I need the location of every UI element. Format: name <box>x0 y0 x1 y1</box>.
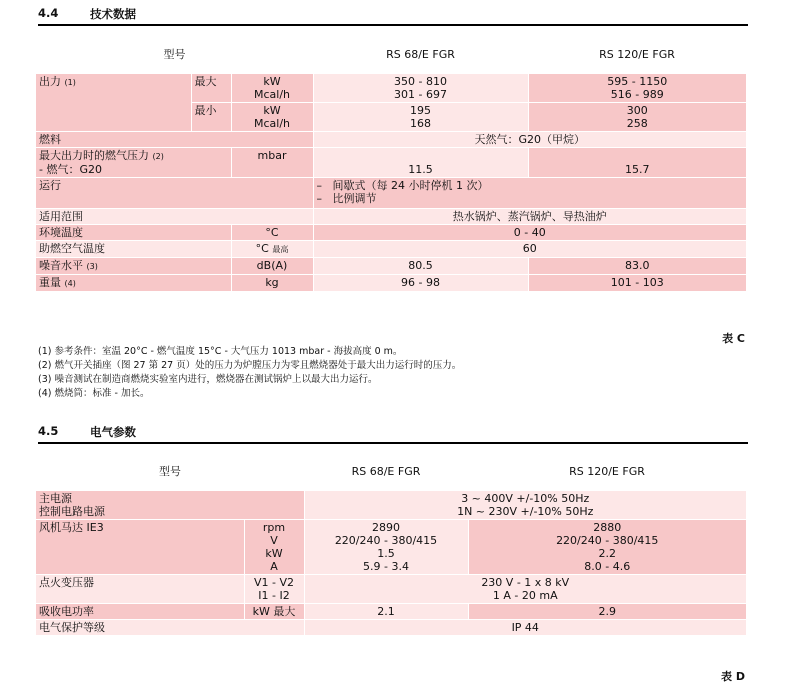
value: 300 <box>626 104 648 117</box>
model-2-header: RS 120/E FGR <box>468 464 746 491</box>
noise-model-2: 83.0 <box>528 258 746 275</box>
absorbed-model-1: 2.1 <box>304 604 468 620</box>
output-min-units <box>231 103 313 132</box>
table-header-row <box>36 47 746 74</box>
protection-label: 电气保护等级 <box>36 620 304 636</box>
output-label-cell <box>36 74 191 132</box>
air-temp-label: 助燃空气温度 <box>36 241 231 258</box>
output-min-label: 最小 <box>191 103 231 132</box>
air-temp-unit-cell <box>231 241 313 258</box>
transformer-units <box>244 575 304 604</box>
pressure-label-cell <box>36 148 231 178</box>
value: 516 - 989 <box>610 88 664 101</box>
noise-label-cell <box>36 258 231 275</box>
value: 2.2 <box>598 547 616 560</box>
model-label: 型号 <box>36 47 313 74</box>
pressure-unit: mbar <box>231 148 313 178</box>
model-2-header: RS 120/E FGR <box>528 47 746 74</box>
weight-model-1: 96 - 98 <box>313 275 528 292</box>
protection-value: IP 44 <box>304 620 746 636</box>
value: 595 - 1150 <box>607 75 668 88</box>
ambient-label: 环境温度 <box>36 225 231 241</box>
value: 1.5 <box>377 547 395 560</box>
operation-label: 运行 <box>36 178 313 209</box>
pressure-label: 最大出力时的燃气压力 <box>39 149 149 162</box>
bullet-dash: – <box>316 179 322 192</box>
air-temp-unit: °C <box>255 242 269 255</box>
table-row-protection <box>36 620 746 636</box>
noise-note-ref: (3) <box>86 262 98 271</box>
value: 2890 <box>372 521 400 534</box>
table-row-operation <box>36 178 746 209</box>
weight-model-2: 101 - 103 <box>528 275 746 292</box>
transformer-values <box>304 575 746 604</box>
noise-unit: dB(A) <box>231 258 313 275</box>
model-1-header: RS 68/E FGR <box>313 47 528 74</box>
unit: V <box>270 534 278 547</box>
value: 5.9 - 3.4 <box>363 560 409 573</box>
table-row-fuel <box>36 132 746 148</box>
motor-units <box>244 520 304 575</box>
section-4-4-heading <box>38 6 748 26</box>
value: 2880 <box>593 521 622 534</box>
absorbed-unit: kW 最大 <box>244 604 304 620</box>
unit-kw: kW <box>263 75 281 88</box>
noise-label: 噪音水平 <box>39 259 83 272</box>
weight-label: 重量 <box>39 276 61 289</box>
motor-model-1 <box>304 520 468 575</box>
motor-model-2 <box>468 520 746 575</box>
weight-note-ref: (4) <box>64 279 76 288</box>
section-number: 4.5 <box>38 424 59 438</box>
main-power-label: 主电源 <box>39 492 72 505</box>
transformer-label: 点火变压器 <box>36 575 244 604</box>
output-note-ref: (1) <box>64 78 76 87</box>
absorbed-model-2: 2.9 <box>468 604 746 620</box>
ambient-value: 0 - 40 <box>313 225 746 241</box>
value: 258 <box>626 117 648 130</box>
fuel-label: 燃料 <box>36 132 313 148</box>
value: 350 - 810 <box>394 75 447 88</box>
output-max-units <box>231 74 313 103</box>
value: 1 A - 20 mA <box>492 589 558 602</box>
output-max-label: 最大 <box>191 74 231 103</box>
motor-label: 风机马达 IE3 <box>36 520 244 575</box>
table-row-noise <box>36 258 746 275</box>
air-temp-value: 60 <box>313 241 746 258</box>
output-min-model-1 <box>313 103 528 132</box>
table-row-gas-pressure <box>36 148 746 178</box>
model-label: 型号 <box>36 464 304 491</box>
table-row-power-supply <box>36 491 746 520</box>
value: 8.0 - 4.6 <box>584 560 631 573</box>
table-row-ignition-transformer <box>36 575 746 604</box>
table-row-air-temp <box>36 241 746 258</box>
table-header-row <box>36 464 746 491</box>
unit: A <box>270 560 278 573</box>
application-label: 适用范围 <box>36 209 313 225</box>
control-power-label: 控制电路电源 <box>39 505 105 518</box>
table-row-fan-motor <box>36 520 746 575</box>
absorbed-label: 吸收电功率 <box>36 604 244 620</box>
technical-data-table <box>36 47 746 291</box>
output-label: 出力 <box>39 75 61 88</box>
unit: kW <box>265 547 283 560</box>
footnote-3: (3) 噪音测试在制造商燃烧实验室内进行，燃烧器在测试锅炉上以最大出力运行。 <box>38 374 378 385</box>
value: 195 <box>410 104 431 117</box>
pressure-gas-label: - 燃气：G20 <box>39 163 102 176</box>
table-d-tag: 表 D <box>721 670 745 683</box>
unit: V1 - V2 <box>253 576 294 589</box>
weight-label-cell <box>36 275 231 292</box>
unit-mcal: Mcal/h <box>253 117 290 130</box>
bullet-dash: – <box>316 192 322 205</box>
ambient-unit: °C <box>231 225 313 241</box>
operation-mode-2: 比例调节 <box>332 192 377 205</box>
value: 168 <box>410 117 431 130</box>
table-row-application <box>36 209 746 225</box>
table-row-output-max <box>36 74 746 103</box>
value: 301 - 697 <box>394 88 447 101</box>
table-row-ambient-temp <box>36 225 746 241</box>
table-c-tag: 表 C <box>722 332 745 345</box>
control-power-value: 1N ~ 230V +/-10% 50Hz <box>457 505 594 518</box>
output-max-model-2 <box>528 74 746 103</box>
section-title: 技术数据 <box>90 7 136 21</box>
operation-value <box>313 178 746 209</box>
fuel-value: 天然气：G20（甲烷） <box>313 132 746 148</box>
operation-mode-1: 间歇式（每 24 小时停机 1 次） <box>332 179 489 192</box>
main-power-value: 3 ~ 400V +/-10% 50Hz <box>461 492 590 505</box>
pressure-model-1: 11.5 <box>313 148 528 178</box>
output-max-model-1 <box>313 74 528 103</box>
electrical-data-table <box>36 464 746 635</box>
section-title: 电气参数 <box>90 425 136 439</box>
table-row-absorbed-power <box>36 604 746 620</box>
model-1-header: RS 68/E FGR <box>304 464 468 491</box>
pressure-model-2: 15.7 <box>528 148 746 178</box>
value: 230 V - 1 x 8 kV <box>481 576 570 589</box>
pressure-note-ref: (2) <box>152 152 164 161</box>
footnotes <box>38 345 461 401</box>
unit-kw: kW <box>263 104 281 117</box>
section-number: 4.4 <box>38 6 59 20</box>
unit: rpm <box>262 521 286 534</box>
unit: I1 - I2 <box>258 589 290 602</box>
footnote-4: (4) 燃烧筒：标准 - 加长。 <box>38 388 150 399</box>
power-value-cell <box>304 491 746 520</box>
footnote-2: (2) 燃气开关插座（图 27 第 27 页）处的压力为炉膛压力为零且燃烧器处于最大出力运行时的压力。 <box>38 360 462 371</box>
application-value: 热水锅炉、蒸汽锅炉、导热油炉 <box>313 209 746 225</box>
air-temp-unit-max: 最高 <box>272 245 289 254</box>
table-row-weight <box>36 275 746 292</box>
value: 220/240 - 380/415 <box>334 534 438 547</box>
value: 220/240 - 380/415 <box>556 534 659 547</box>
unit-mcal: Mcal/h <box>253 88 290 101</box>
footnote-1: (1) 参考条件：室温 20°C - 燃气温度 15°C - 大气压力 1013 mbar - 海拔高度 0 m。 <box>38 346 403 357</box>
weight-unit: kg <box>231 275 313 292</box>
section-4-5-heading <box>38 424 748 444</box>
noise-model-1: 80.5 <box>313 258 528 275</box>
output-min-model-2 <box>528 103 746 132</box>
power-label-cell <box>36 491 304 520</box>
